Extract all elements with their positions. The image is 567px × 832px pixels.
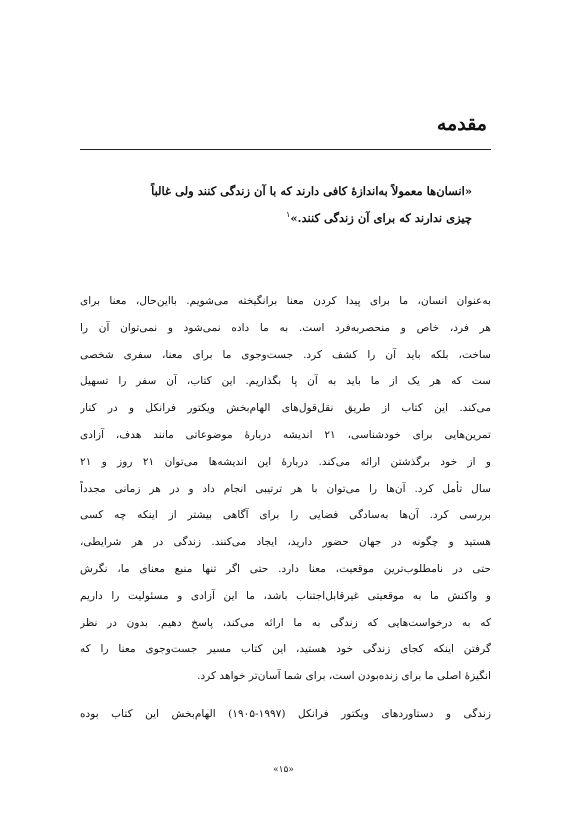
title-divider <box>80 149 491 150</box>
epigraph-quote <box>98 180 472 230</box>
text-line: سال تأمل کرد. آن‌ها را می‌توان با هر ترتیبی انجام داد و در هر زمانی مجدداً <box>80 482 491 495</box>
text-line: حتی در نامطلوب‌ترین موقعیت، معنا دارد. حتی اگر تنها منبع معنای ما، نگرش <box>80 562 491 575</box>
text-line: و از خود برگذشتن ارائه می‌کند. دربارهٔ این اندیشه‌ها می‌توان ۲۱ روز و ۲۱ <box>80 455 491 468</box>
text-line: گرفتن اینکه کجای زندگی خود هستید، این کتاب مسیر جست‌وجوی معنا را که <box>80 643 491 656</box>
paragraph-intro <box>80 288 491 690</box>
quote-line-with-footnote <box>98 203 472 230</box>
text-line: ست که هر یک از ما باید به آن پا بگذاریم. این کتاب، آن سفر را تسهیل <box>80 375 491 388</box>
text-line: به‌عنوان انسان، ما برای پیدا کردن معنا برانگیخته می‌شویم. بااین‌حال، معنا برای <box>80 295 491 307</box>
paragraph-second <box>80 701 491 727</box>
page-title: مقدمه <box>436 113 487 135</box>
quote-line: «انسان‌ها معمولاً به‌اندازهٔ کافی دارند که با آن زندگی کنند ولی غالباً <box>151 184 472 198</box>
footnote-ref: ۱ <box>286 210 291 219</box>
text-line: زندگی و دستاوردهای ویکتور فرانکل (۱۹۹۷-۱۹۰۵) الهام‌بخش این کتاب بوده <box>80 708 491 720</box>
text-line: هر فرد، خاص و منحصربه‌فرد است. به ما داده نمی‌شود و نمی‌توان آن را <box>80 321 491 334</box>
quote-line: چیزی ندارند که برای آن زندگی کنند.» <box>290 210 472 225</box>
page-number: «۱۵» <box>273 765 294 775</box>
text-line: ساخت، بلکه باید آن را کشف کرد. جست‌وجوی ما برای معنا، سفری شخصی <box>80 348 491 361</box>
text-line: می‌کند. این کتاب از طریق نقل‌قول‌های الهام‌بخش ویکتور فرانکل و در کنار <box>80 402 491 415</box>
text-line: بررسی کرد. آن‌ها به‌سادگی فضایی را برای آگاهی بیشتر از اینکه چه کسی <box>80 509 491 522</box>
text-line: هستید و چگونه در جهان حضور دارید، ایجاد می‌کنند. زندگی در هر شرایطی، <box>80 536 491 549</box>
text-line: انگیزهٔ اصلی ما برای زنده‌بودن است، برای شما آسان‌تر خواهد کرد. <box>197 670 491 683</box>
text-line: تمرین‌هایی برای خودشناسی، ۲۱ اندیشه دربارهٔ موضوعاتی مانند هدف، آزادی <box>80 428 491 441</box>
text-line: که به درخواست‌هایی که زندگی به ما ارائه می‌کند، پاسخ دهیم. بدون در نظر <box>80 616 491 629</box>
text-line: و واکنش ما به موقعیتی غیرقابل‌اجتناب باشد، ما این آزادی و مسئولیت را داریم <box>80 589 491 602</box>
